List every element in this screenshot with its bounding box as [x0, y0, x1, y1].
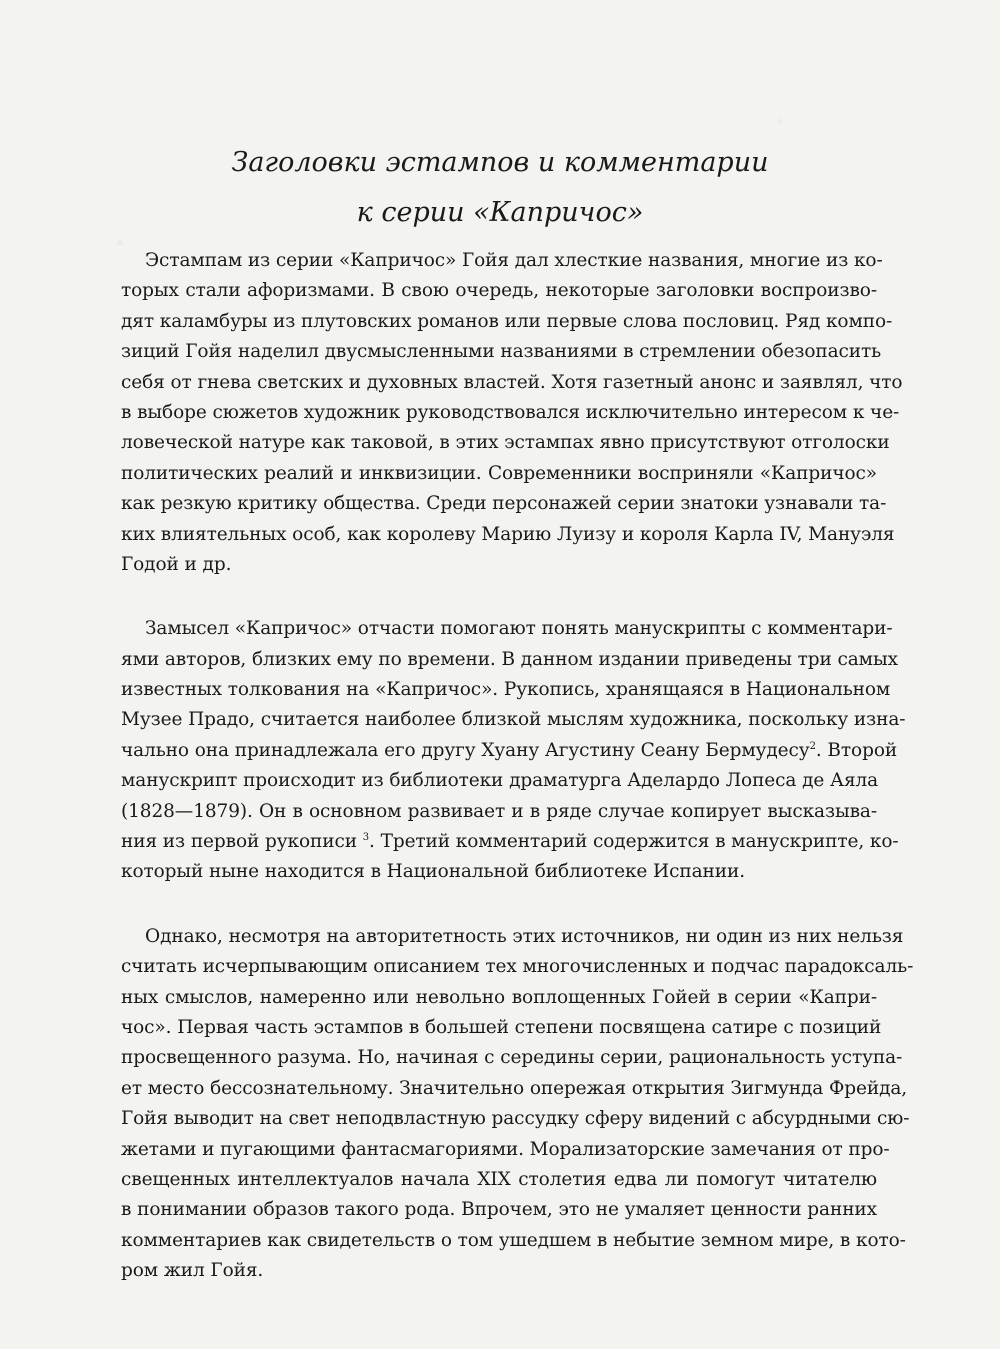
title-line-1: Заголовки эстампов и комментарии [231, 147, 769, 178]
text-line: свещенных интеллектуалов начала XIX столетия едва ли помогут читателю [121, 1168, 877, 1190]
footnote-marker[interactable]: 2 [809, 740, 816, 752]
paragraph-1 [121, 246, 903, 580]
text-line: чос». Первая часть эстампов в большей степени посвящена сатире с позиций [121, 1016, 882, 1038]
text-line: торых стали афоризмами. В свою очередь, некоторые заголовки воспроизво- [121, 280, 877, 302]
text-line: Гойя выводит на свет неподвластную рассудку сферу видений с абсурдными сю- [121, 1108, 910, 1130]
page-title [120, 138, 880, 238]
footnote-marker[interactable]: 3 [362, 831, 370, 843]
text-line: просвещенного разума. Но, начиная с середины серии, рациональность уступа- [121, 1047, 903, 1069]
text-line: известных толкования на «Капричос». Рукопись, хранящаяся в Национальном [121, 679, 891, 701]
text-line: манускрипт происходит из библиотеки драматурга Аделардо Лопеса де Аяла [121, 770, 879, 792]
text-line: (1828—1879). Он в основном развивает и в ряде случае копирует высказыва- [121, 800, 877, 822]
text-line: ет место бессознательному. Значительно опережая открытия Зигмунда Фрейда, [121, 1077, 908, 1099]
title-line-2: к серии «Капричос» [356, 197, 644, 228]
text-line: Замысел «Капричос» отчасти помогают понять манускрипты с комментари- [145, 618, 893, 640]
text-segment: . Второй [815, 739, 898, 761]
text-line: ловеческой натуре как таковой, в этих эстампах явно присутствуют отголоски [121, 432, 890, 454]
text-line-with-footnote [121, 827, 899, 857]
text-line: в выборе сюжетов художник руководствовался исключительно интересом к че- [121, 401, 900, 423]
text-line: который ныне находится в Национальной библиотеке Испании. [121, 861, 745, 883]
text-line: в понимании образов такого рода. Впрочем, это не умаляет ценности ранних [121, 1199, 877, 1221]
body-text [121, 246, 914, 1321]
text-line: считать исчерпывающим описанием тех многочисленных и подчас парадоксаль- [121, 956, 914, 978]
text-line: Эстампам из серии «Капричос» Гойя дал хлесткие названия, многие из ко- [145, 250, 883, 271]
text-segment: ния из первой рукописи [121, 831, 357, 853]
paragraph-2 [121, 614, 906, 888]
paragraph-3 [121, 922, 914, 1287]
text-line: как резкую критику общества. Среди персонажей серии знатоки узнавали та- [121, 493, 887, 515]
text-line: ких влиятельных особ, как королеву Марию Луизу и короля Карла IV, Мануэля [121, 523, 895, 545]
text-line: ных смыслов, намеренно или невольно воплощенных Гойей в серии «Капри- [121, 986, 877, 1008]
text-segment: . Третий комментарий содержится в манускрипте, ко- [369, 831, 899, 853]
text-line: ями авторов, близких ему по времени. В данном издании приведены три самых [121, 648, 898, 670]
text-line: жетами и пугающими фантасмагориями. Морализаторские замечания от про- [121, 1138, 890, 1160]
text-line: комментариев как свидетельств о том ушедшем в небытие земном мире, в кото- [121, 1229, 906, 1251]
text-line: Музее Прадо, считается наиболее близкой мыслям художника, поскольку изна- [121, 709, 906, 731]
text-line: Однако, несмотря на авторитетность этих источников, ни один из них нельзя [145, 925, 904, 947]
text-line: зиций Гойя наделил двусмысленными названиями в стремлении обезопасить [121, 341, 882, 363]
text-line: ром жил Гойя. [121, 1260, 264, 1282]
text-line: дят каламбуры из плутовских романов или первые слова пословиц. Ряд компо- [121, 310, 893, 332]
text-line-with-footnote [121, 736, 898, 766]
text-line: Годой и др. [121, 553, 232, 575]
text-line: себя от гнева светских и духовных властей. Хотя газетный анонс и заявлял, что [121, 371, 903, 393]
text-line: политических реалий и инквизиции. Современники восприняли «Капричос» [121, 462, 877, 484]
text-segment: чально она принадлежала его другу Хуану Агустину Сеану Бермудесу [121, 739, 810, 761]
